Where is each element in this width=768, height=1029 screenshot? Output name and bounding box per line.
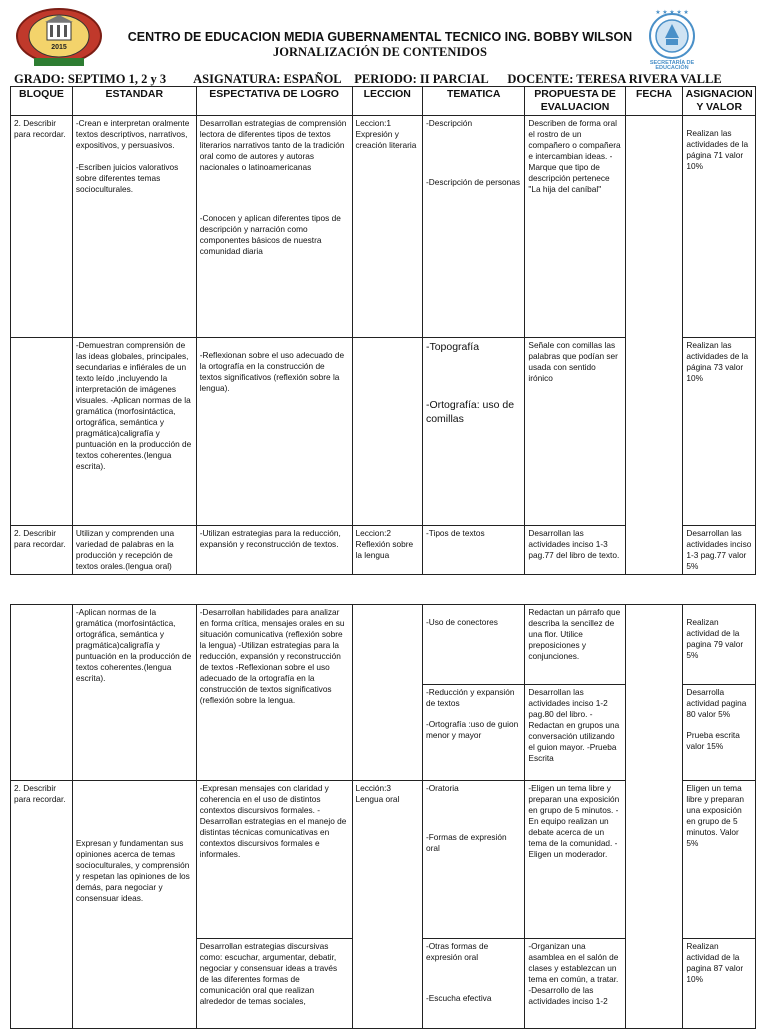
planning-table-2 xyxy=(10,604,756,1029)
asignacion-cell xyxy=(683,685,756,781)
col-tematica: TEMATICA xyxy=(422,87,524,116)
estandar-cell: Utilizan y comprenden una variedad de palabras en la producción y recepción de textos orales.(lengua oral) xyxy=(72,526,196,575)
document-subtitle: JORNALIZACIÓN DE CONTENIDOS xyxy=(273,45,487,59)
col-evaluacion: PROPUESTA DE EVALUACION xyxy=(525,87,625,116)
estandar-cell: -Aplican normas de la gramática (morfosintáctica, ortográfica, semántica y pragmática)caligrafía y puntuación en la producción de textos coherentes.(lengua escrita). xyxy=(72,605,196,781)
tematica-text: -Ortografía: uso de comillas xyxy=(425,399,515,425)
asignacion-cell xyxy=(683,116,756,338)
tematica-text: -Reducción y expansión de textos xyxy=(425,687,515,708)
evaluacion-cell: Señale con comillas las palabras que podían ser usada con sentido irónico xyxy=(525,338,625,526)
periodo-label: PERIODO: II PARCIAL xyxy=(354,72,489,86)
logro-cell xyxy=(196,338,352,526)
col-leccion: LECCION xyxy=(352,87,422,116)
tematica-cell: -Tipos de textos xyxy=(422,526,524,575)
tematica-text: -Oratoria xyxy=(425,783,459,793)
logro-text: -Reflexionan sobre el uso adecuado de la ortografía en la construcción de textos significativos (reflexión sobre la lengua). xyxy=(199,350,345,393)
col-bloque: BLOQUE xyxy=(11,87,73,116)
asignatura-label: ASIGNATURA: ESPAÑOL xyxy=(193,72,342,86)
evaluacion-cell: -Eligen un tema libre y preparan una exposición en grupo de 5 minutos. -En equipo realizan un debate acerca de un tema de la comunidad. -Eligen un moderador. xyxy=(525,781,625,939)
evaluacion-cell: Describen de forma oral el rostro de un compañero o compañera e intercambian ideas. -Marque que tipo de descripción pertenece "La hija del caníbal" xyxy=(525,116,625,338)
estandar-text: -Crean e interpretan oralmente textos descriptivos, narrativos, expositivos, y persuasivos. xyxy=(75,118,190,150)
asignacion-cell: Realizan las actividades de la página 73 valor 10% xyxy=(683,338,756,526)
leccion-cell: Leccion:2 Reflexión sobre la lengua xyxy=(352,526,422,575)
bloque-cell: 2. Describir para recordar. xyxy=(11,116,73,338)
leccion-cell: Lección:3 Lengua oral xyxy=(352,781,422,1029)
evaluacion-cell: Desarrollan las actividades inciso 1-3 pag.77 del libro de texto. xyxy=(525,526,625,575)
leccion-cell xyxy=(352,338,422,526)
evaluacion-cell: Desarrollan las actividades inciso 1-2 pag.80 del libro. -Redactan en grupos una conversación utilizando el guion mayor. -Prueba Escrita xyxy=(525,685,625,781)
tematica-text: -Descripción de personas xyxy=(425,177,521,187)
col-estandar: ESTANDAR xyxy=(72,87,196,116)
svg-text:★ ★ ★ ★ ★: ★ ★ ★ ★ ★ xyxy=(655,10,689,16)
col-asignacion: ASIGNACION Y VALOR xyxy=(683,87,756,116)
estandar-cell xyxy=(72,116,196,338)
logro-text: -Conocen y aplican diferentes tipos de descripción y narración como componentes básicos de nuestra comunidad diaria xyxy=(199,213,341,256)
document-meta xyxy=(14,72,754,87)
evaluacion-cell: -Organizan una asamblea en el salón de clases y establezcan un tema en común, a tratar. -Desarrollo de las actividades inciso 1-2 xyxy=(525,939,625,1029)
secretaria-logo-icon xyxy=(632,8,712,70)
bloque-cell: 2. Describir para recordar. xyxy=(11,781,73,1029)
tematica-text: -Escucha efectiva xyxy=(425,993,492,1003)
tematica-text: -Descripción xyxy=(425,118,473,128)
fecha-cell xyxy=(625,605,683,1029)
leccion-cell xyxy=(352,605,422,781)
asignacion-cell: Eligen un tema libre y preparan una exposición en grupo de 5 minutos. Valor 5% xyxy=(683,781,756,939)
planning-table-1 xyxy=(10,86,756,575)
tematica-text: -Topografía xyxy=(425,341,480,353)
estandar-text: Expresan y fundamentan sus opiniones acerca de temas socioculturales, y comprensión y respetan las opiniones de los demás, para negociar y consensuar ideas. xyxy=(75,838,190,903)
tematica-cell xyxy=(422,685,524,781)
table-row xyxy=(11,116,756,338)
col-fecha: FECHA xyxy=(625,87,683,116)
tematica-cell xyxy=(422,605,524,685)
logro-cell: -Desarrollan habilidades para analizar en forma crítica, mensajes orales en su situación comunicativa (reflexión sobre la lengua) -Utilizan estrategias para la reducción, expansión y reconstrucción de textos -Reflexionan sobre el uso adecuado de la ortografía en la construcción de textos significativos (reflexión sobre la lengua. xyxy=(196,605,352,781)
logro-text: Desarrollan estrategias de comprensión lectora de diferentes tipos de textos literarios narrativos tanto de la tradición oral como de autores y autoras nacionales o latinoamericanas xyxy=(199,118,347,172)
tematica-cell xyxy=(422,116,524,338)
logro-cell xyxy=(196,116,352,338)
asignacion-text: Realizan actividad de la pagina 79 valor 5% xyxy=(686,617,744,660)
school-logo-icon xyxy=(14,6,104,68)
document-header xyxy=(0,0,768,70)
col-logro: ESPECTATIVA DE LOGRO xyxy=(196,87,352,116)
svg-text:SECRETARÍA DE: SECRETARÍA DE xyxy=(649,60,695,66)
bloque-cell: 2. Describir para recordar. xyxy=(11,526,73,575)
logro-cell: -Utilizan estrategias para la reducción, expansión y reconstrucción de textos. xyxy=(196,526,352,575)
grado-label: GRADO: SEPTIMO 1, 2 y 3 xyxy=(14,72,167,86)
estandar-cell: -Demuestran comprensión de las ideas globales, principales, secundarias e infiérales de un texto leído ,incluyendo la interpretación de imágenes visuales. -Aplican normas de la gramática (morfosintáctica, ortográfica, semántica y pragmática)caligrafía y puntuación en la producción de textos coherentes.(lengua escrita). xyxy=(72,338,196,526)
tematica-text: -Otras formas de expresión oral xyxy=(425,941,489,962)
asignacion-cell: Realizan actividad de la pagina 87 valor 10% xyxy=(683,939,756,1029)
tematica-text: -Uso de conectores xyxy=(425,617,498,627)
tematica-cell xyxy=(422,781,524,939)
bloque-cell xyxy=(11,605,73,781)
table-row xyxy=(11,605,756,685)
asignacion-text: Realizan las actividades de la página 71 valor 10% xyxy=(686,128,749,171)
leccion-cell: Leccion:1 Expresión y creación literaria xyxy=(352,116,422,338)
logro-cell: -Expresan mensajes con claridad y coherencia en el uso de distintos contextos discursivos formales. -Desarrollan estrategias en el manejo de distintas técnicas comunicativas en contextos discursivos formales e informales. xyxy=(196,781,352,939)
tematica-cell xyxy=(422,939,524,1029)
docente-label: DOCENTE: TERESA RIVERA VALLE xyxy=(507,72,722,86)
asignacion-text: Prueba escrita valor 15% xyxy=(686,730,740,751)
tematica-cell xyxy=(422,338,524,526)
logro-cell: Desarrollan estrategias discursivas como: escuchar, argumentar, debatir, negociar y consensuar ideas a través de las diferentes formas de comunicación oral que realizan alrededor de temas sociales, xyxy=(196,939,352,1029)
svg-text:2015: 2015 xyxy=(51,44,67,51)
asignacion-text: Desarrolla actividad pagina 80 valor 5% xyxy=(686,687,747,719)
school-title: CENTRO DE EDUCACION MEDIA GUBERNAMENTAL TECNICO ING. BOBBY WILSON xyxy=(127,30,633,44)
asignacion-cell: Desarrollan las actividades inciso 1-3 pag.77 valor 5% xyxy=(683,526,756,575)
estandar-text: -Escriben juicios valorativos sobre diferentes temas socioculturales. xyxy=(75,162,179,194)
estandar-cell xyxy=(72,781,196,1029)
asignacion-cell xyxy=(683,605,756,685)
fecha-cell xyxy=(625,116,683,575)
table-header-row xyxy=(11,87,756,116)
tematica-text: -Formas de expresión oral xyxy=(425,832,507,853)
svg-text:EDUCACIÓN: EDUCACIÓN xyxy=(655,65,689,70)
evaluacion-cell: Redactan un párrafo que describa la sencillez de una flor. Utilice preposiciones y conjunciones. xyxy=(525,605,625,685)
tematica-text: -Ortografía :uso de guion menor y mayor xyxy=(425,719,519,740)
bloque-cell xyxy=(11,338,73,526)
